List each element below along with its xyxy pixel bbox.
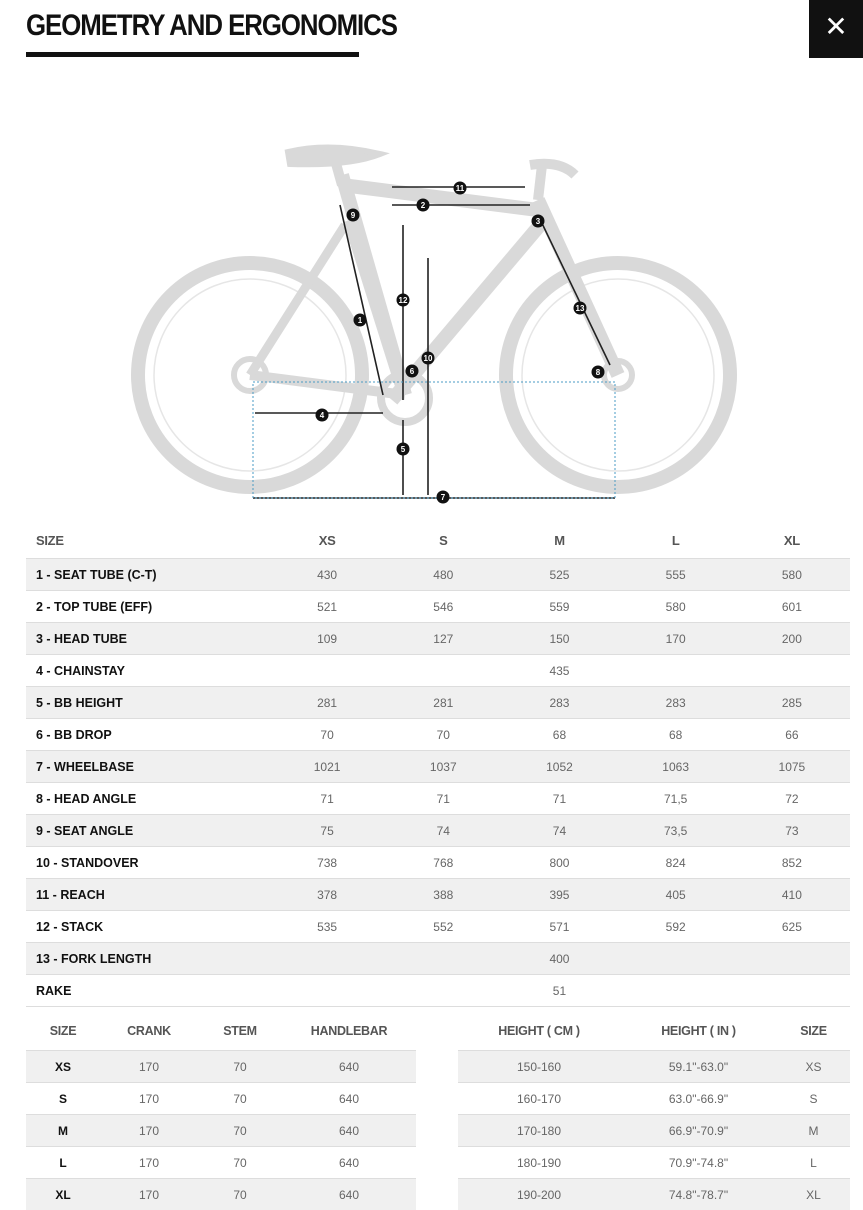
cell-value: 601 — [734, 591, 850, 623]
cell-value: 281 — [269, 687, 385, 719]
cell-value: 640 — [282, 1179, 416, 1210]
table-row — [26, 559, 850, 591]
table-row — [458, 1083, 850, 1115]
cell-value: 395 — [501, 879, 617, 911]
row-size: S — [26, 1083, 100, 1115]
svg-text:13: 13 — [576, 304, 585, 313]
row-size: S — [777, 1083, 850, 1115]
cell-value: 625 — [734, 911, 850, 943]
row-label: 2 - TOP TUBE (EFF) — [26, 591, 269, 623]
cell-value: 170 — [100, 1051, 198, 1083]
row-size: L — [777, 1147, 850, 1179]
components-table — [26, 1012, 416, 1210]
cell-value: 559 — [501, 591, 617, 623]
cell-value — [269, 655, 385, 687]
svg-text:9: 9 — [351, 211, 356, 220]
title-underline — [26, 52, 359, 57]
table-row — [458, 1179, 850, 1210]
cell-value: 592 — [618, 911, 734, 943]
cell-value: 70 — [198, 1051, 282, 1083]
cell-value: 66.9"-70.9" — [620, 1115, 777, 1147]
cell-value: 738 — [269, 847, 385, 879]
rider-height-table-body — [458, 1051, 850, 1210]
row-size: XL — [26, 1179, 100, 1210]
header-crank: CRANK — [100, 1012, 198, 1051]
header-l: L — [618, 522, 734, 559]
cell-value — [385, 943, 501, 975]
components-header-row — [26, 1012, 416, 1051]
cell-value: 180-190 — [458, 1147, 620, 1179]
cell-value: 71 — [501, 783, 617, 815]
row-label: 7 - WHEELBASE — [26, 751, 269, 783]
cell-value: 75 — [269, 815, 385, 847]
cell-value: 580 — [618, 591, 734, 623]
row-label: 11 - REACH — [26, 879, 269, 911]
row-label: 3 - HEAD TUBE — [26, 623, 269, 655]
table-row — [26, 687, 850, 719]
cell-value — [618, 943, 734, 975]
table-row — [26, 1115, 416, 1147]
table-row — [458, 1115, 850, 1147]
row-size: M — [26, 1115, 100, 1147]
row-size: XS — [26, 1051, 100, 1083]
cell-value — [734, 655, 850, 687]
cell-value: 824 — [618, 847, 734, 879]
cell-value: 74.8"-78.7" — [620, 1179, 777, 1210]
rider-height-table — [458, 1012, 850, 1210]
svg-text:10: 10 — [424, 354, 433, 363]
header-s: S — [385, 522, 501, 559]
cell-value: 170 — [100, 1147, 198, 1179]
header-handlebar: HANDLEBAR — [282, 1012, 416, 1051]
geometry-table — [26, 522, 850, 1007]
cell-value: 1021 — [269, 751, 385, 783]
cell-value: 410 — [734, 879, 850, 911]
header-size: SIZE — [777, 1012, 850, 1051]
table-row — [26, 623, 850, 655]
cell-value: 51 — [501, 975, 617, 1007]
row-label: 1 - SEAT TUBE (C-T) — [26, 559, 269, 591]
row-size: XS — [777, 1051, 850, 1083]
table-row — [26, 1051, 416, 1083]
cell-value: 150-160 — [458, 1051, 620, 1083]
cell-value: 640 — [282, 1083, 416, 1115]
table-row — [458, 1147, 850, 1179]
cell-value: 68 — [618, 719, 734, 751]
cell-value: 66 — [734, 719, 850, 751]
cell-value: 70 — [385, 719, 501, 751]
cell-value: 170 — [100, 1179, 198, 1210]
cell-value — [618, 975, 734, 1007]
cell-value: 405 — [618, 879, 734, 911]
row-size: L — [26, 1147, 100, 1179]
svg-text:2: 2 — [421, 201, 426, 210]
svg-text:11: 11 — [456, 184, 465, 193]
row-size: XL — [777, 1179, 850, 1210]
cell-value: 190-200 — [458, 1179, 620, 1210]
header-stem: STEM — [198, 1012, 282, 1051]
cell-value: 580 — [734, 559, 850, 591]
cell-value: 72 — [734, 783, 850, 815]
cell-value: 71,5 — [618, 783, 734, 815]
cell-value: 480 — [385, 559, 501, 591]
geometry-table-body — [26, 559, 850, 1007]
cell-value — [734, 943, 850, 975]
row-label: 13 - FORK LENGTH — [26, 943, 269, 975]
svg-text:12: 12 — [399, 296, 408, 305]
cell-value: 74 — [501, 815, 617, 847]
cell-value: 285 — [734, 687, 850, 719]
svg-text:3: 3 — [536, 217, 541, 226]
cell-value: 283 — [501, 687, 617, 719]
row-size: M — [777, 1115, 850, 1147]
cell-value: 521 — [269, 591, 385, 623]
row-label: 12 - STACK — [26, 911, 269, 943]
cell-value: 1063 — [618, 751, 734, 783]
row-label: 6 - BB DROP — [26, 719, 269, 751]
header-size: SIZE — [26, 1012, 100, 1051]
cell-value: 640 — [282, 1051, 416, 1083]
cell-value: 546 — [385, 591, 501, 623]
cell-value: 70.9"-74.8" — [620, 1147, 777, 1179]
cell-value: 127 — [385, 623, 501, 655]
cell-value: 800 — [501, 847, 617, 879]
close-button[interactable]: ✕ — [809, 0, 863, 58]
cell-value: 150 — [501, 623, 617, 655]
table-row — [26, 655, 850, 687]
cell-value: 70 — [198, 1179, 282, 1210]
cell-value: 200 — [734, 623, 850, 655]
cell-value: 525 — [501, 559, 617, 591]
cell-value: 170 — [618, 623, 734, 655]
cell-value: 109 — [269, 623, 385, 655]
cell-value: 70 — [198, 1083, 282, 1115]
row-label: RAKE — [26, 975, 269, 1007]
cell-value: 1052 — [501, 751, 617, 783]
table-row — [26, 719, 850, 751]
cell-value — [385, 655, 501, 687]
cell-value: 160-170 — [458, 1083, 620, 1115]
svg-text:7: 7 — [441, 493, 446, 502]
svg-text:8: 8 — [596, 368, 601, 377]
cell-value — [618, 655, 734, 687]
bike-geometry-diagram — [130, 130, 750, 510]
header-xs: XS — [269, 522, 385, 559]
table-row — [26, 591, 850, 623]
row-label: 8 - HEAD ANGLE — [26, 783, 269, 815]
cell-value: 555 — [618, 559, 734, 591]
table-row — [26, 847, 850, 879]
cell-value: 378 — [269, 879, 385, 911]
cell-value: 430 — [269, 559, 385, 591]
cell-value: 70 — [198, 1147, 282, 1179]
table-row — [26, 815, 850, 847]
svg-text:6: 6 — [410, 367, 415, 376]
table-row — [26, 911, 850, 943]
cell-value: 73,5 — [618, 815, 734, 847]
geometry-header-row — [26, 522, 850, 559]
header-m: M — [501, 522, 617, 559]
cell-value: 400 — [501, 943, 617, 975]
cell-value: 170-180 — [458, 1115, 620, 1147]
cell-value: 571 — [501, 911, 617, 943]
cell-value: 640 — [282, 1115, 416, 1147]
page-title: GEOMETRY AND ERGONOMICS — [26, 8, 397, 44]
bike-illustration — [138, 147, 730, 487]
row-label: 9 - SEAT ANGLE — [26, 815, 269, 847]
cell-value: 73 — [734, 815, 850, 847]
table-row — [26, 943, 850, 975]
cell-value: 170 — [100, 1083, 198, 1115]
row-label: 5 - BB HEIGHT — [26, 687, 269, 719]
header-size: SIZE — [26, 522, 269, 559]
cell-value: 435 — [501, 655, 617, 687]
bb-outline — [253, 382, 615, 498]
cell-value: 1037 — [385, 751, 501, 783]
table-row — [26, 1147, 416, 1179]
cell-value: 535 — [269, 911, 385, 943]
svg-text:1: 1 — [358, 316, 363, 325]
components-table-body — [26, 1051, 416, 1210]
height-header-row — [458, 1012, 850, 1051]
svg-text:4: 4 — [320, 411, 325, 420]
header-xl: XL — [734, 522, 850, 559]
row-label: 4 - CHAINSTAY — [26, 655, 269, 687]
cell-value — [734, 975, 850, 1007]
table-row — [26, 751, 850, 783]
cell-value: 283 — [618, 687, 734, 719]
row-label: 10 - STANDOVER — [26, 847, 269, 879]
svg-text:5: 5 — [401, 445, 406, 454]
cell-value — [269, 943, 385, 975]
cell-value: 768 — [385, 847, 501, 879]
cell-value: 63.0"-66.9" — [620, 1083, 777, 1115]
cell-value — [385, 975, 501, 1007]
header-height-cm: HEIGHT ( CM ) — [458, 1012, 620, 1051]
cell-value: 74 — [385, 815, 501, 847]
header-height-in: HEIGHT ( IN ) — [620, 1012, 777, 1051]
cell-value: 70 — [198, 1115, 282, 1147]
cell-value: 281 — [385, 687, 501, 719]
table-row — [458, 1051, 850, 1083]
cell-value: 71 — [269, 783, 385, 815]
table-row — [26, 879, 850, 911]
cell-value: 640 — [282, 1147, 416, 1179]
cell-value: 1075 — [734, 751, 850, 783]
cell-value: 68 — [501, 719, 617, 751]
cell-value: 388 — [385, 879, 501, 911]
cell-value — [269, 975, 385, 1007]
cell-value: 552 — [385, 911, 501, 943]
table-row — [26, 1179, 416, 1210]
cell-value: 852 — [734, 847, 850, 879]
cell-value: 71 — [385, 783, 501, 815]
table-row — [26, 1083, 416, 1115]
table-row — [26, 975, 850, 1007]
cell-value: 59.1"-63.0" — [620, 1051, 777, 1083]
cell-value: 70 — [269, 719, 385, 751]
table-row — [26, 783, 850, 815]
cell-value: 170 — [100, 1115, 198, 1147]
